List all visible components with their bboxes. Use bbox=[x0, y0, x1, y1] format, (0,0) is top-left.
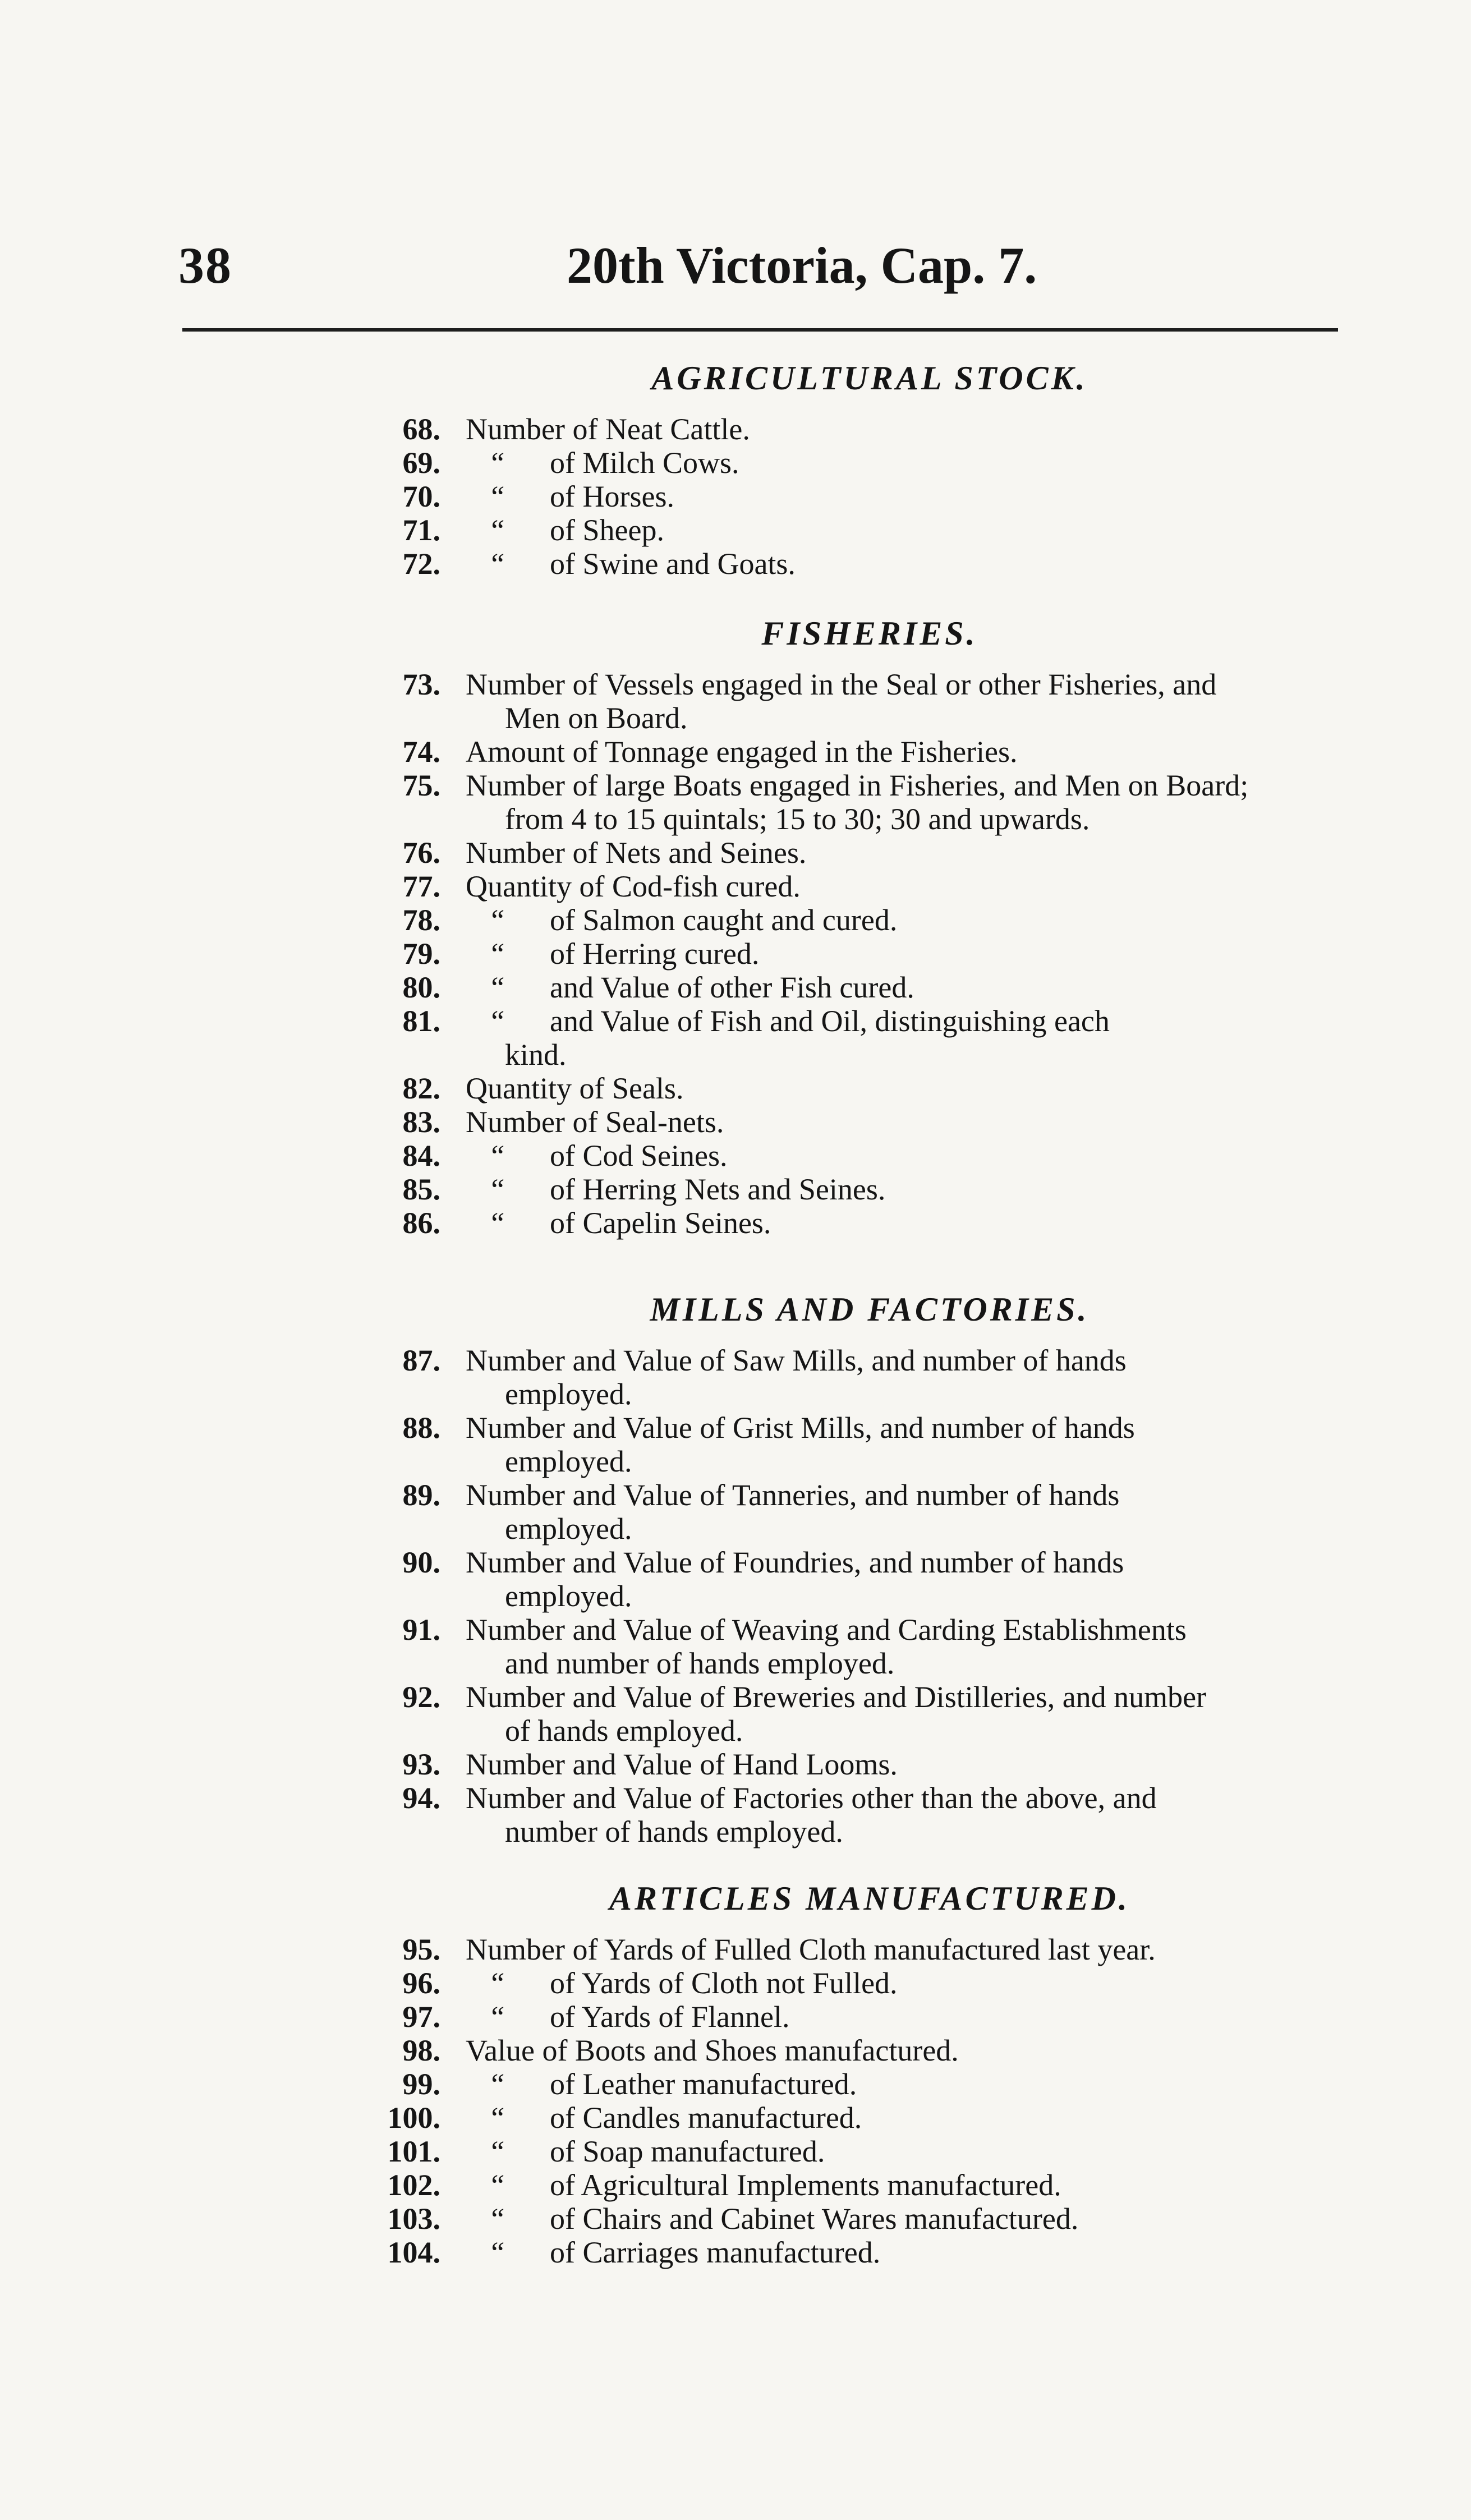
item-text bbox=[466, 2067, 1349, 2101]
item-number: 78. bbox=[402, 903, 440, 937]
item-text-line: of Carriages manufactured. bbox=[550, 2236, 881, 2269]
item-number: 70. bbox=[402, 480, 440, 513]
ditto-mark: “ bbox=[488, 2101, 505, 2135]
item-number: 74. bbox=[402, 735, 440, 769]
item-text-line: Number and Value of Factories other than the above, and bbox=[466, 1781, 1157, 1815]
item-continuation: of hands employed. bbox=[505, 1714, 743, 1748]
item-text-line: Number of Neat Cattle. bbox=[466, 412, 750, 446]
item-text-line: of Leather manufactured. bbox=[550, 2067, 857, 2101]
item-continuation: Men on Board. bbox=[505, 701, 688, 735]
item-text-line: Number and Value of Breweries and Distilleries, and number bbox=[466, 1680, 1207, 1714]
item-text bbox=[466, 1344, 1349, 1411]
item-text-line: Value of Boots and Shoes manufactured. bbox=[466, 2034, 959, 2067]
item-text-line: of Yards of Flannel. bbox=[550, 2000, 790, 2034]
item-text bbox=[466, 903, 1349, 937]
item-text-line: of Milch Cows. bbox=[550, 446, 739, 480]
item-number: 73. bbox=[402, 668, 440, 701]
item-text bbox=[466, 480, 1349, 513]
item-number: 102. bbox=[387, 2168, 440, 2202]
section-heading: FISHERIES. bbox=[761, 615, 978, 652]
ditto-mark: “ bbox=[488, 1139, 505, 1172]
item-text bbox=[466, 1781, 1349, 1848]
item-continuation: number of hands employed. bbox=[505, 1815, 843, 1848]
item-number: 94. bbox=[402, 1781, 440, 1815]
item-text-line: of Herring Nets and Seines. bbox=[550, 1172, 886, 1206]
item-text-line: of Cod Seines. bbox=[550, 1139, 728, 1172]
item-number: 84. bbox=[402, 1139, 440, 1172]
item-continuation: employed. bbox=[505, 1512, 632, 1546]
header-rule bbox=[182, 328, 1338, 332]
item-text-line: Number of Yards of Fulled Cloth manufactured last year. bbox=[466, 1933, 1156, 1966]
item-text-line: of Agricultural Implements manufactured. bbox=[550, 2168, 1061, 2202]
item-text bbox=[466, 1748, 1349, 1781]
item-number: 88. bbox=[402, 1411, 440, 1445]
ditto-mark: “ bbox=[488, 2067, 505, 2101]
item-number: 101. bbox=[387, 2135, 440, 2168]
item-text-line: Quantity of Cod-fish cured. bbox=[466, 870, 801, 903]
item-text bbox=[466, 1206, 1349, 1240]
item-number: 98. bbox=[402, 2034, 440, 2067]
item-text bbox=[466, 2135, 1349, 2168]
item-number: 79. bbox=[402, 937, 440, 971]
item-text bbox=[466, 1546, 1349, 1613]
ditto-mark: “ bbox=[488, 2202, 505, 2236]
item-text bbox=[466, 1105, 1349, 1139]
item-number: 89. bbox=[402, 1478, 440, 1512]
item-text-line: Number of large Boats engaged in Fisheries, and Men on Board; bbox=[466, 769, 1249, 802]
item-text-line: Number and Value of Saw Mills, and number of hands bbox=[466, 1344, 1127, 1377]
item-text-line: and Value of Fish and Oil, distinguishing each bbox=[550, 1004, 1110, 1038]
item-text-line: Number of Seal-nets. bbox=[466, 1105, 724, 1139]
item-number: 104. bbox=[387, 2236, 440, 2269]
ditto-mark: “ bbox=[488, 971, 505, 1004]
item-number: 96. bbox=[402, 1966, 440, 2000]
item-text bbox=[466, 1478, 1349, 1546]
item-text bbox=[466, 2168, 1349, 2202]
section-heading: MILLS AND FACTORIES. bbox=[650, 1291, 1090, 1328]
item-number: 69. bbox=[402, 446, 440, 480]
item-number: 72. bbox=[402, 547, 440, 581]
item-text bbox=[466, 2000, 1349, 2034]
section-heading: ARTICLES MANUFACTURED. bbox=[609, 1880, 1130, 1917]
item-number: 97. bbox=[402, 2000, 440, 2034]
item-text bbox=[466, 2101, 1349, 2135]
item-text bbox=[466, 1139, 1349, 1172]
item-number: 85. bbox=[402, 1172, 440, 1206]
item-continuation: kind. bbox=[505, 1038, 567, 1072]
item-text-line: Number and Value of Foundries, and number of hands bbox=[466, 1546, 1124, 1579]
item-continuation: employed. bbox=[505, 1579, 632, 1613]
item-text-line: of Capelin Seines. bbox=[550, 1206, 771, 1240]
item-number: 68. bbox=[402, 412, 440, 446]
ditto-mark: “ bbox=[488, 2236, 505, 2269]
ditto-mark: “ bbox=[488, 480, 505, 513]
item-text bbox=[466, 2202, 1349, 2236]
item-number: 81. bbox=[402, 1004, 440, 1038]
item-text-line: Number and Value of Tanneries, and number of hands bbox=[466, 1478, 1120, 1512]
item-number: 90. bbox=[402, 1546, 440, 1579]
item-text bbox=[466, 547, 1349, 581]
item-text bbox=[466, 2034, 1349, 2067]
ditto-mark: “ bbox=[488, 2135, 505, 2168]
item-text bbox=[466, 513, 1349, 547]
item-number: 82. bbox=[402, 1072, 440, 1105]
item-number: 100. bbox=[387, 2101, 440, 2135]
item-text-line: of Herring cured. bbox=[550, 937, 760, 971]
item-text-line: of Swine and Goats. bbox=[550, 547, 796, 581]
item-number: 80. bbox=[402, 971, 440, 1004]
item-text-line: of Chairs and Cabinet Wares manufactured. bbox=[550, 2202, 1079, 2236]
item-text bbox=[466, 1613, 1349, 1680]
ditto-mark: “ bbox=[488, 1966, 505, 2000]
ditto-mark: “ bbox=[488, 2168, 505, 2202]
item-text bbox=[466, 1172, 1349, 1206]
item-text bbox=[466, 1004, 1349, 1072]
item-text-line: Number of Nets and Seines. bbox=[466, 836, 807, 870]
ditto-mark: “ bbox=[488, 513, 505, 547]
item-number: 92. bbox=[402, 1680, 440, 1714]
item-text-line: of Candles manufactured. bbox=[550, 2101, 862, 2135]
item-text bbox=[466, 870, 1349, 903]
ditto-mark: “ bbox=[488, 446, 505, 480]
item-text bbox=[466, 2236, 1349, 2269]
item-number: 87. bbox=[402, 1344, 440, 1377]
item-text bbox=[466, 1411, 1349, 1478]
item-number: 83. bbox=[402, 1105, 440, 1139]
item-text bbox=[466, 971, 1349, 1004]
ditto-mark: “ bbox=[488, 1172, 505, 1206]
item-text bbox=[466, 668, 1349, 735]
running-title: 20th Victoria, Cap. 7. bbox=[567, 237, 1037, 294]
item-number: 103. bbox=[387, 2202, 440, 2236]
item-number: 95. bbox=[402, 1933, 440, 1966]
item-number: 76. bbox=[402, 836, 440, 870]
item-text bbox=[466, 1933, 1349, 1966]
item-text-line: Quantity of Seals. bbox=[466, 1072, 684, 1105]
item-continuation: employed. bbox=[505, 1377, 632, 1411]
item-number: 99. bbox=[402, 2067, 440, 2101]
item-text-line: Amount of Tonnage engaged in the Fisheries. bbox=[466, 735, 1018, 769]
item-text bbox=[466, 446, 1349, 480]
item-continuation: from 4 to 15 quintals; 15 to 30; 30 and upwards. bbox=[505, 802, 1090, 836]
item-number: 77. bbox=[402, 870, 440, 903]
item-continuation: and number of hands employed. bbox=[505, 1647, 895, 1680]
item-text-line: Number and Value of Weaving and Carding Establishments bbox=[466, 1613, 1187, 1647]
item-text-line: Number and Value of Grist Mills, and number of hands bbox=[466, 1411, 1135, 1445]
section-heading: AGRICULTURAL STOCK. bbox=[651, 360, 1088, 397]
item-continuation: employed. bbox=[505, 1445, 632, 1478]
item-text-line: of Salmon caught and cured. bbox=[550, 903, 898, 937]
item-text bbox=[466, 937, 1349, 971]
item-number: 93. bbox=[402, 1748, 440, 1781]
page-number: 38 bbox=[178, 237, 232, 294]
item-text-line: of Sheep. bbox=[550, 513, 664, 547]
ditto-mark: “ bbox=[488, 1206, 505, 1240]
ditto-mark: “ bbox=[488, 903, 505, 937]
ditto-mark: “ bbox=[488, 1004, 505, 1038]
item-number: 71. bbox=[402, 513, 440, 547]
item-text-line: Number and Value of Hand Looms. bbox=[466, 1748, 898, 1781]
item-number: 86. bbox=[402, 1206, 440, 1240]
item-text-line: of Yards of Cloth not Fulled. bbox=[550, 1966, 898, 2000]
item-text bbox=[466, 1072, 1349, 1105]
item-text bbox=[466, 735, 1349, 769]
item-number: 75. bbox=[402, 769, 440, 802]
item-text bbox=[466, 836, 1349, 870]
item-text-line: Number of Vessels engaged in the Seal or other Fisheries, and bbox=[466, 668, 1217, 701]
item-number: 91. bbox=[402, 1613, 440, 1647]
item-text bbox=[466, 769, 1349, 836]
item-text-line: and Value of other Fish cured. bbox=[550, 971, 914, 1004]
item-text-line: of Soap manufactured. bbox=[550, 2135, 825, 2168]
item-text bbox=[466, 412, 1349, 446]
ditto-mark: “ bbox=[488, 547, 505, 581]
ditto-mark: “ bbox=[488, 2000, 505, 2034]
ditto-mark: “ bbox=[488, 937, 505, 971]
item-text bbox=[466, 1680, 1349, 1748]
item-text bbox=[466, 1966, 1349, 2000]
item-text-line: of Horses. bbox=[550, 480, 674, 513]
